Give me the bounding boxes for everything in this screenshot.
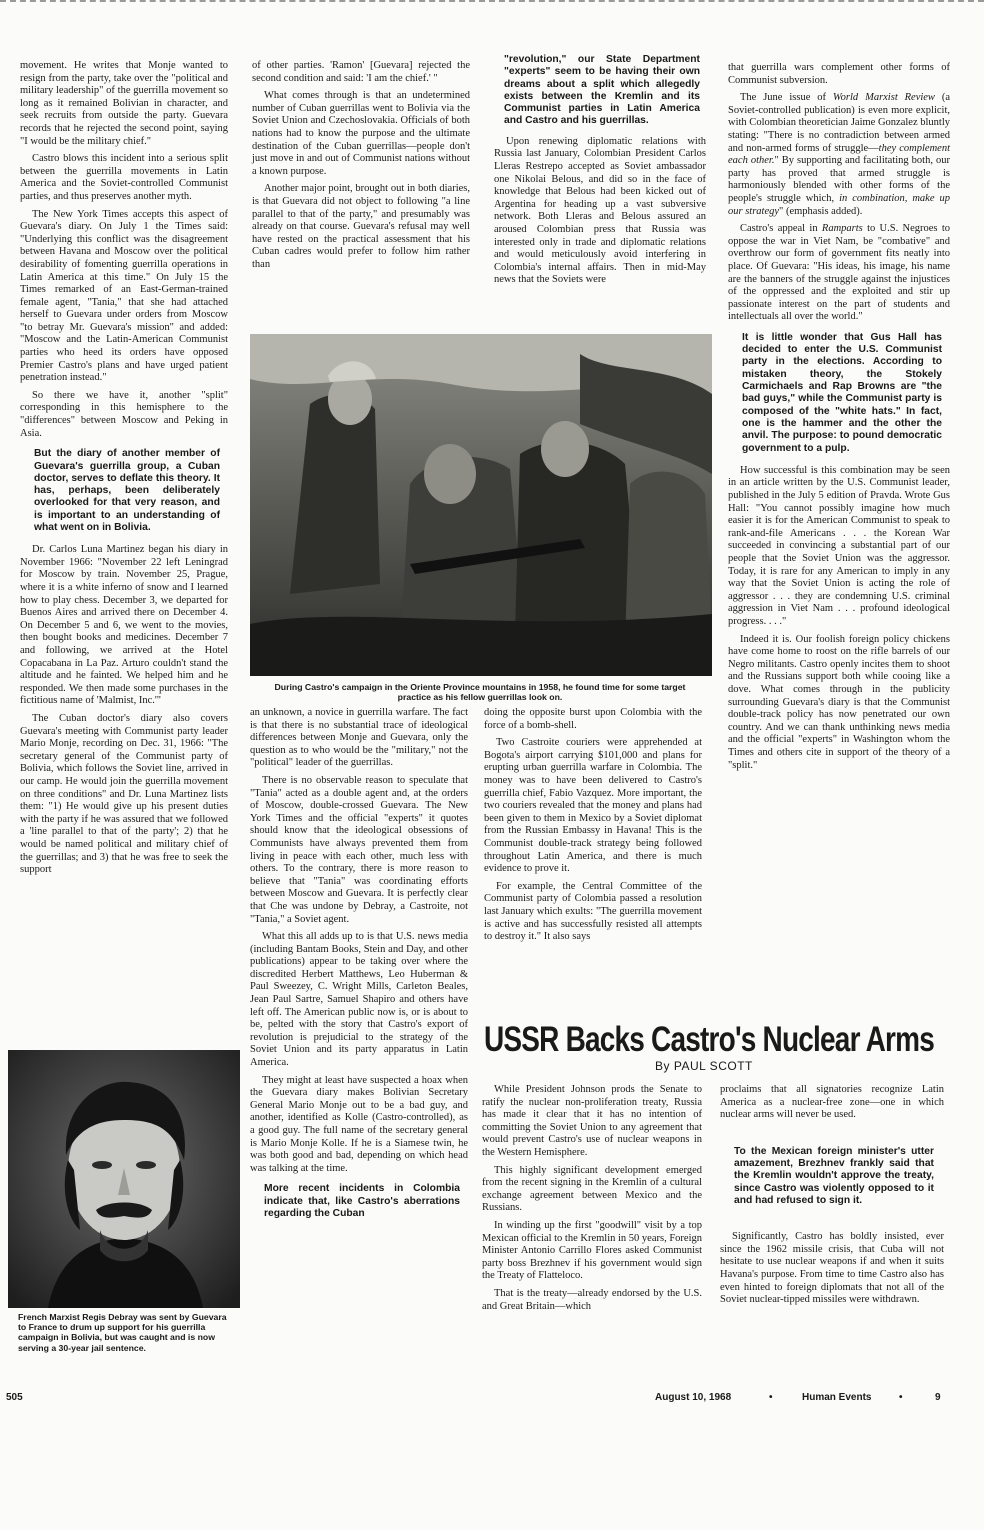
article2-paragraph: This highly significant development emerged from the recent signing in the Kremlin of a cultural exchange agreement between Mexico and the Russians. (482, 1164, 702, 1214)
col3-paragraph: Upon renewing diplomatic relations with Russia last January, Colombian President Carlos Lleras Restrepo accepted as Soviet ambassador one Nikolai Belous, and did so in the face of knowledge that Belous had been kicked out of Argentina for heading up a vast subversive network. Both Lleras and Belous assured an aroused Colombian press that Russia was interested only in trade and diplomatic relations and would meticulously avoid interfering in Colombia's internal affairs. Then in mid-May news that the Soviets were (494, 135, 706, 286)
col1-paragraph: The Cuban doctor's diary also covers Guevara's meeting with Communist party leader Mario Monje, recording on Dec. 31, 1966: "The secretary general of the Communist party of Bolivia, which follows the Soviet line, arrived in our camp. He would join the guerrilla movement on three conditions" and Dr. Luna Martinez lists them: "1) He would give up his present duties with the party if he was assured that we followed a 'line parallel to that of the party'; 2) that he would be named political and military chief of the guerrillas; and 3) that he was free to seek the support (20, 713, 228, 876)
article2-paragraph: In winding up the first "goodwill" visit by a top Mexican official to the Kremlin in 50 years, Foreign Minister Antonio Carrillo Flores asked Communist party boss Brezhnev if his government would sign the Treaty of Flatteloco. (482, 1219, 702, 1282)
col1-paragraph: Castro blows this incident into a serious split between the guerrilla movements in Latin America and the Soviet-controlled Communist parties, and thus preserves another myth. (20, 153, 228, 202)
col3-paragraph: Two Castroite couriers were apprehended at Bogota's airport carrying $101,000 and plans for erupting urban guerrilla warfare in Colombia. The money was to have been delivered to Castro's guerrilla chief, Fabio Vazquez. More important, the two couriers revealed that the money and plans had been given to them in Mexico by a Soviet diplomat from the Russian Embassy in Havana! This is the Communist double-track strategy being followed throughout Latin America, and there is much evidence to prove it. (484, 737, 702, 875)
col2-paragraph: What comes through is that an undetermined number of Cuban guerrillas went to Bolivia via the Soviet Union and Czechoslovakia. Officials of both nations had to know the purpose and the ultimate destination of the Cuban guerrillas—people don't just move in and out of Communist nations without a known purpose. (252, 90, 470, 177)
top-border (0, 0, 984, 8)
article2-paragraph: That is the treaty—already endorsed by the U.S. and Great Britain—which (482, 1287, 702, 1312)
castro-campaign-photo (250, 334, 712, 676)
debray-photo-caption: French Marxist Regis Debray was sent by Guevara to France to drum up support for his guerrilla campaign in Bolivia, but was caught and is now serving a 30-year jail sentence. (18, 1312, 227, 1353)
col1-pull-quote: But the diary of another member of Guevara's guerrilla group, a Cuban doctor, serves to deflate this theory. It has, perhaps, been deliberately overlooked for that very reason, and is important to an understanding of what went on in Bolivia. (34, 448, 220, 533)
col2-paragraph: What this all adds up to is that U.S. news media (including Bantam Books, Stein and Day, and other publications) appear to be taking over where the discredited Herbert Matthews, Leo Huberman & Paul Sweezey, C. Wright Mills, Carleton Beales, Jean Paul Sartre, Samuel Shapiro and others have left off. The American public now is, or is about to be, pelted with the story that Castro's export of revolution is prejudicial to the strategy of the Soviet Union and its party apparatus in Latin America. (250, 931, 468, 1069)
column-2-bottom (250, 707, 468, 1230)
portrait-image (8, 1050, 240, 1308)
col2-paragraph: There is no observable reason to speculate that "Tania" acted as a double agent and, at the orders of Moscow, double-crossed Guevara. The New York Times and the official "experts" it quotes should know that the ideological obsessions of Communists have always prevented them from living in peace with each other, much less with others. To the contrary, there is more reason to believe that "Tania" was coordinating efforts between Moscow and Guevara. It is perfectly clear that Che was undone by Debray, a Castroite, not "Tania," a Soviet agent. (250, 774, 468, 925)
article2-column-2 (720, 1084, 944, 1312)
issue-date: August 10, 1968 (655, 1392, 732, 1403)
col1-paragraph: So there we have it, another "split" corresponding in this hemisphere to the "differences" between Moscow and Peking in Asia. (20, 389, 228, 439)
col2-paragraph: They might at least have suspected a hoax when the Guevara diary makes Bolivian Secretary General Mario Monje out to be a bad guy, and another, identified as Kolle (Castro-controlled), as a good guy. The full name of the secretary general is Mario Monje Kolle. If he is a Siamese twin, he was both good and bad, depending on which head was talking at the time. (250, 1074, 468, 1174)
article2-column-1 (482, 1084, 702, 1318)
col4-paragraph: Castro's appeal in Ramparts to U.S. Negroes to oppose the war in Viet Nam, be "combative" and overthrow our form of government fits neatly into place. Of Guevara: "His ideas, his image, his name are the banners of the struggle against the injustices of the oppressed and the exploited and stir up passionate interest on the part of students and intellectuals all over the world." (728, 223, 950, 323)
col4-paragraph: How successful is this combination may be seen in an article written by the U.S. Communist leader, published in the July 5 edition of Pravda. Wrote Gus Hall: "You cannot possibly imagine how much easier it is for the American Communist to speak to rank-and-file Americans . . . the Korean War succeeded in convincing a substantial part of our people that the Soviet Union was the aggressor. Today, it is rare for any American to imply in any way that the Soviet Union is acting the role of aggressor . . . they are condemning U.S. criminal aggression in Viet Nam . . . profound ideological progress. . . ." (728, 464, 950, 627)
col3-pull-quote: "revolution," our State Department "experts" seem to be having their own dreams about a split which allegedly exists between the Kremlin and its Communist parties in Latin America and Castro and his guerrillas. (504, 54, 700, 127)
col1-paragraph: The New York Times accepts this aspect of Guevara's diary. On July 1 the Times said: "Underlying this conflict was the disagreement between Havana and Moscow over the political desirability of fomenting guerrilla operations in Latin America at this time." On July 15 the Times remarked of an East-German-trained female agent, "Tania," that she had attached herself to Guevara under orders from Moscow "to betray Mr. Guevara's mission" and added: "Moscow and the Latin-American Communist parties who heed its orders have opposed Premier Castro's plans and have urged patient penetration instead." (20, 208, 228, 384)
guerrilla-image (250, 334, 712, 676)
page-number-right: 9 (935, 1392, 941, 1403)
column-1 (20, 60, 228, 882)
column-4 (728, 62, 950, 777)
col3-paragraph: doing the opposite burst upon Colombia with the force of a bomb-shell. (484, 707, 702, 731)
col4-paragraph: that guerrilla wars complement other forms of Communist subversion. (728, 62, 950, 86)
col4-pull-quote: It is little wonder that Gus Hall has decided to enter the U.S. Communist party in the elections. According to mistaken theory, the Stokely Carmichaels and Rap Browns are "the bad guys," while the Communist party is composed of the "white hats." In fact, one is the hammer and the other the anvil. The purpose: to pound democratic government to a pulp. (742, 331, 942, 454)
publication-name: Human Events (802, 1392, 872, 1403)
col2-pull-quote: More recent incidents in Colombia indicate that, like Castro's aberrations regarding the Cuban (264, 1183, 460, 1219)
article-byline: By PAUL SCOTT (655, 1059, 753, 1073)
column-3-bottom (484, 707, 702, 949)
footer-bullet: • (899, 1392, 903, 1403)
col4-paragraph: Indeed it is. Our foolish foreign policy chickens have come home to roost on the rifle barrels of our Negro militants. Castro openly incites them to shoot and the Russians support both while cooing like a dove. What comes through in the publicity surrounding Guevara's diary is that the Communist double-track policy has now penetrated our own country. And we can thank unthinking news media and the official "experts" in Washington whom the Times and others cite in support of the theory of a "split." (728, 633, 950, 771)
debray-photo (8, 1050, 240, 1308)
column-3-top (494, 54, 706, 292)
col2-paragraph: an unknown, a novice in guerrilla warfare. The fact is that there is no substantial trace of ideological differences between Monje and Guevara, only the question as to who would be the "military," not the "political" leader of the guerrillas. (250, 707, 468, 769)
col2-paragraph: of other parties. 'Ramon' [Guevara] rejected the second condition and said: 'I am the chief.' " (252, 60, 470, 84)
column-2-top (252, 60, 470, 277)
col1-paragraph: movement. He writes that Monje wanted to resign from the party, take over the "political and military leadership" of the guerrilla movement so long as it remained Bolivian in character, and seek recruits from outside the party. Guevara records that he rejected the second point, saying "I would be the military chief." (20, 60, 228, 147)
page-number-left: 505 (6, 1392, 23, 1403)
article2-paragraph: proclaims that all signatories recognize Latin America as a nuclear-free zone—one in which nuclear arms will never be used. (720, 1084, 944, 1121)
col2-paragraph: Another major point, brought out in both diaries, is that Guevara did not object to following "a line parallel to that of the party," and presumably was already on that course. Guevara's refusal may well have rested on the practical assessment that his Cuban cadres would prefer to follow him rather than (252, 183, 470, 270)
castro-photo-caption: During Castro's campaign in the Oriente Province mountains in 1958, he found time for some target practice as his fellow guerrillas look on. (274, 682, 686, 703)
col1-paragraph: Dr. Carlos Luna Martinez began his diary in November 1966: "November 22 left Leningrad for Moscow by train. November 25, Prague, where it is a white inferno of snow and I learned how to play chess. December 3, we departed for Buenos Aires and arrived there on December 4. On December 5 and 6, we went to the movies, then bought books and medicines. December 7 and following, we arrived at the Hotel Copacabana in La Paz. Arturo couldn't stand the altitude and he fainted. We helped him and he responded. We then made some purchases in the fictitious name of 'Malmist, Inc.'" (20, 544, 228, 707)
article2-paragraph: Significantly, Castro has boldly insisted, ever since the 1962 missile crisis, that Cuba will not hesitate to use nuclear weapons if and when it suits Havana's purpose. From time to time Castro also has even hinted to foreign diplomats that not all of the Soviet nuclear-tipped missiles were withdrawn. (720, 1231, 944, 1306)
article2-paragraph: While President Johnson prods the Senate to ratify the nuclear non-proliferation treaty, Russia has made it clear that it has no intention of committing the Soviet Union to any agreement that would prevent Castro's use of nuclear weapons in the Western Hemisphere. (482, 1084, 702, 1158)
col3-paragraph: For example, the Central Committee of the Communist party of Colombia passed a resolution last January which exults: "The guerrilla movement is active and has successfully resisted all attempts to destroy it." It also says (484, 880, 702, 943)
article-headline: USSR Backs Castro's Nuclear Arms (484, 1020, 935, 1059)
footer-bullet: • (769, 1392, 773, 1403)
article2-pull-quote: To the Mexican foreign minister's utter amazement, Brezhnev frankly said that the Kremlin wouldn't approve the treaty, since Castro was violently opposed to it and had refused to sign it. (734, 1145, 934, 1206)
col4-paragraph: The June issue of World Marxist Review (a Soviet-controlled publication) is even more explicit, with Colombian theoretician Jaime Gonzalez bluntly stating: "There is no contradiction between armed and non-armed forms of struggle—they complement each other." By supporting and facilitating both, our party has proved that armed struggle is harmoniously blended with other forms of the people's struggle which, in combination, make up our strategy" (emphasis added). (728, 92, 950, 217)
